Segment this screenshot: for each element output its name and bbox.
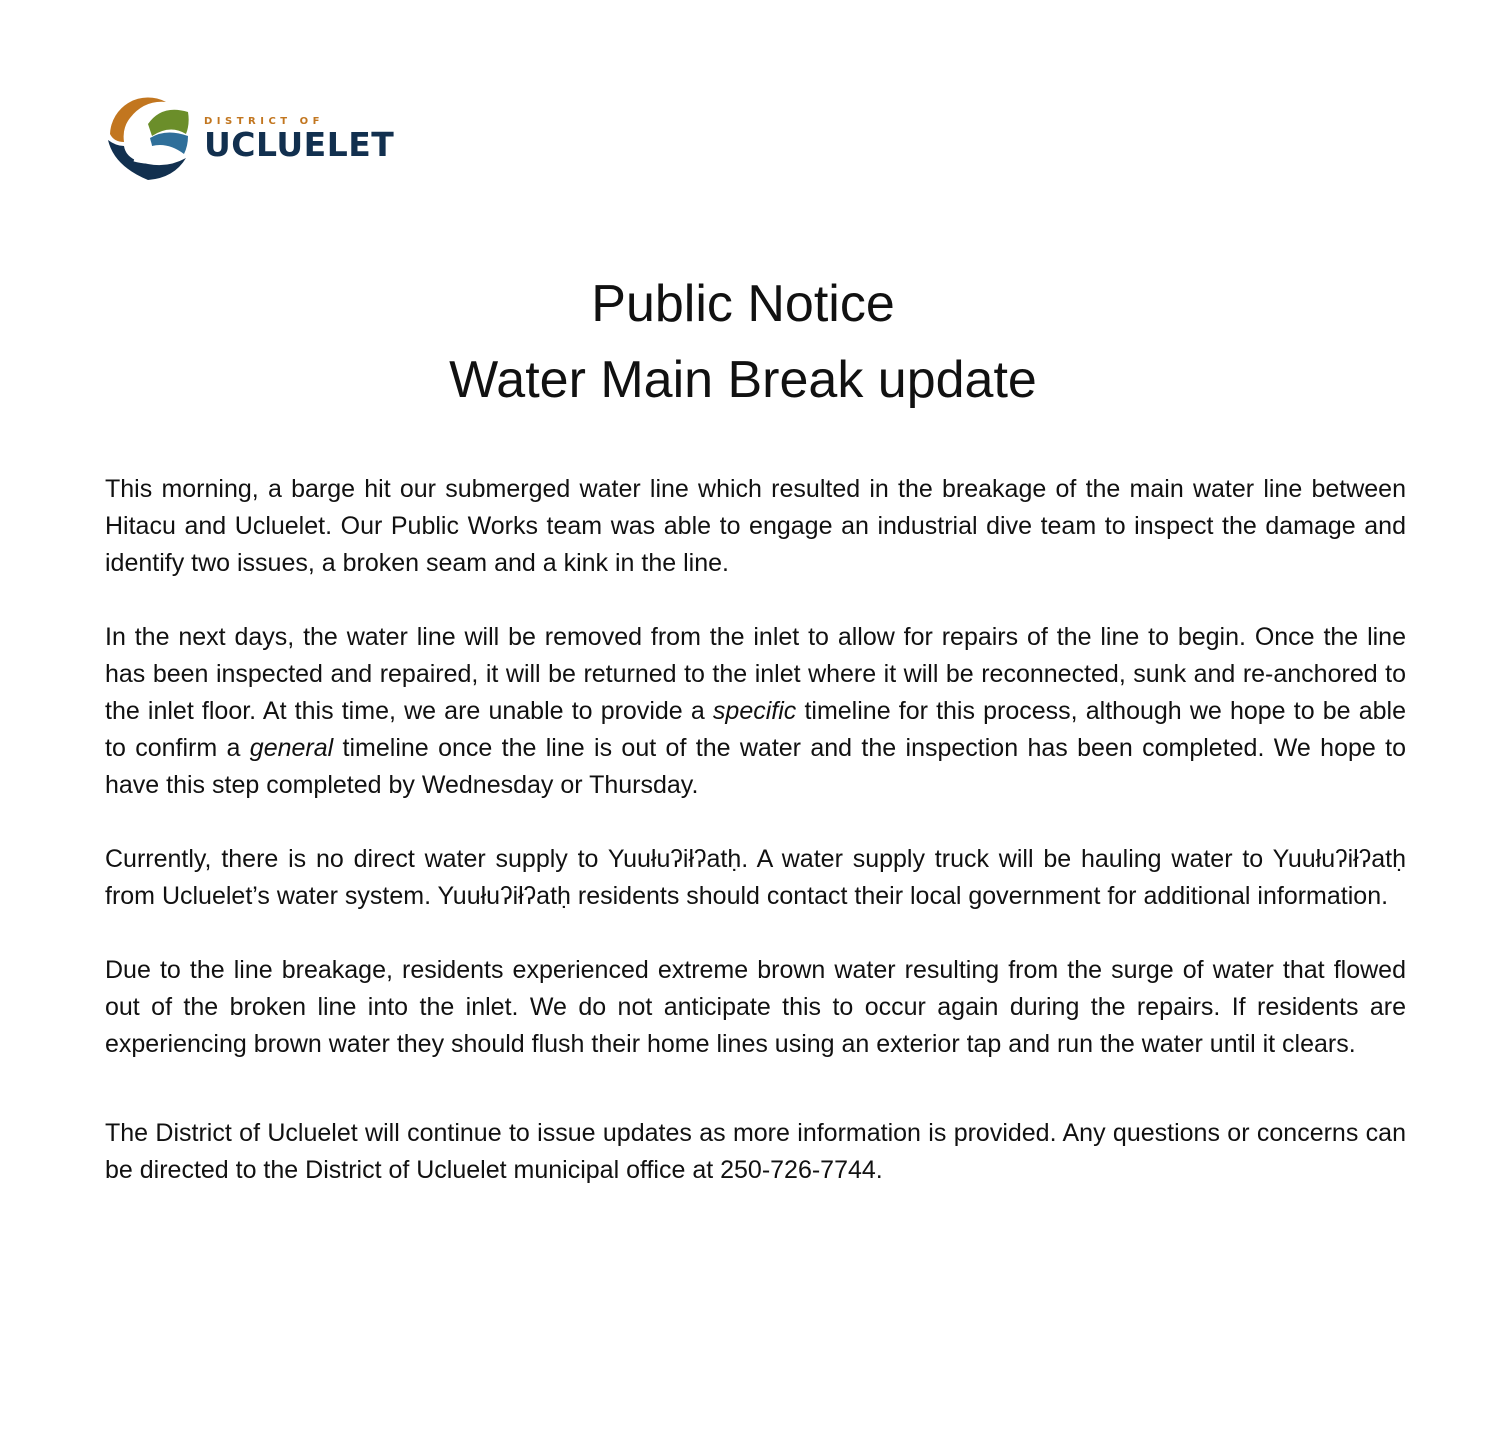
ucluelet-emblem-icon bbox=[104, 94, 192, 182]
notice-body bbox=[105, 471, 1406, 1226]
paragraph-water-supply: Currently, there is no direct water supply to Yuułuʔiłʔatḥ. A water supply truck will be hauling water to Yuułuʔiłʔatḥ from Ucluelet’s water system. Yuułuʔiłʔatḥ residents should contact their local government for additional information. bbox=[105, 845, 1406, 910]
district-logo bbox=[104, 94, 394, 182]
title-line-1: Public Notice bbox=[591, 275, 895, 333]
repairs-text-e: timeline once the line is out of the water and the inspection has been completed. We hope to have this step completed by Wednesday or Thursday. bbox=[105, 734, 1406, 799]
title-line-2: Water Main Break update bbox=[449, 351, 1037, 409]
repairs-emphasis-general: general bbox=[249, 734, 334, 762]
repairs-text-a: In the next days, the water line will be removed from the inlet to allow for repairs of the line to begin. Once the line has been inspected and repaired, it will be returned to the inlet where it will be reconnected, sunk and re-anchored to the inlet floor. At this time, we are unable to provide a bbox=[105, 623, 1406, 725]
paragraph-repairs bbox=[105, 619, 1406, 804]
logo-district-of: DISTRICT OF bbox=[204, 116, 324, 127]
paragraph-incident: This morning, a barge hit our submerged water line which resulted in the breakage of the main water line between Hitacu and Ucluelet. Our Public Works team was able to engage an industrial dive team to inspect the damage and identify two issues, a broken seam and a kink in the line. bbox=[105, 475, 1406, 577]
paragraph-contact: The District of Ucluelet will continue to issue updates as more information is provided. Any questions or concerns can be directed to the District of Ucluelet municipal office at 250-726-7744. bbox=[105, 1119, 1406, 1184]
logo-town-name: UCLUELET bbox=[204, 125, 395, 164]
page-title bbox=[0, 266, 1486, 418]
paragraph-brown-water: Due to the line breakage, residents experienced extreme brown water resulting from the surge of water that flowed out of the broken line into the inlet. We do not anticipate this to occur again during the repairs. If residents are experiencing brown water they should flush their home lines using an exterior tap and run the water until it clears. bbox=[105, 956, 1406, 1058]
repairs-emphasis-specific: specific bbox=[712, 697, 797, 725]
repairs-text-c: timeline for this process, although we hope to be able to confirm a bbox=[105, 697, 1406, 762]
